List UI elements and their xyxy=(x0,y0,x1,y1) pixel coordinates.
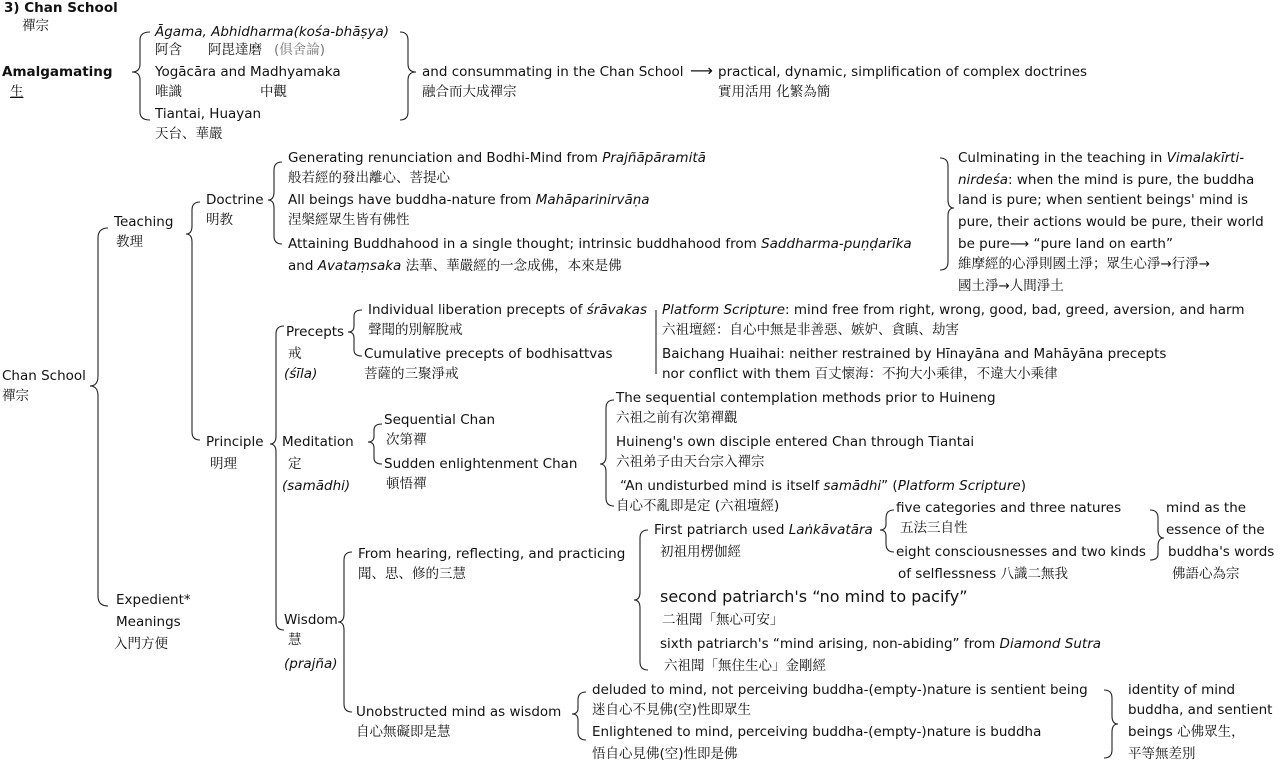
second-patriarch-zh: 二祖聞「無心可安」 xyxy=(662,612,784,628)
platform-scripture-line: Platform Scripture: mind free from right, wrong, good, bad, greed, aversion, and harm xyxy=(662,302,1245,318)
vimalakirti-line-7: 國土淨→人間淨土 xyxy=(958,278,1064,294)
principle-label: Principle xyxy=(206,434,264,450)
principle-zh: 明理 xyxy=(210,456,237,472)
essence-line-2: essence of the xyxy=(1166,522,1265,538)
yogacara-zh-2: 中觀 xyxy=(260,84,287,100)
essence-line-3: buddha's words xyxy=(1168,544,1275,560)
doctrine-right-bracket xyxy=(940,158,954,270)
expedient-label-1: Expedient* xyxy=(116,592,191,608)
eight-consciousnesses-2: of selflessness 八識二無我 xyxy=(898,566,1068,582)
first-patriarch-zh: 初祖用楞伽經 xyxy=(660,544,741,560)
deluded-line: deluded to mind, not perceiving buddha-(empty-)nature is sentient being xyxy=(592,682,1088,698)
vimalakirti-line-2: nirdeśa: when the mind is pure, the buddha xyxy=(958,172,1255,188)
tiantai-text: Tiantai, Huayan xyxy=(155,106,262,122)
precepts-bracket xyxy=(348,310,362,356)
unobstructed-zh: 自心無礙即是慧 xyxy=(356,724,451,740)
doctrine-line-2: All beings have buddha-nature from Mahāparinirvāṇa xyxy=(288,192,650,208)
precepts-sk: (śīla) xyxy=(284,366,318,382)
expedient-label-2: Meanings xyxy=(116,614,181,630)
first-patriarch: First patriarch used Laṅkāvatāra xyxy=(654,522,873,538)
fc-right-bracket xyxy=(1150,510,1164,560)
wisdom-label: Wisdom xyxy=(284,612,338,628)
deluded-right-bracket xyxy=(1104,690,1118,758)
second-patriarch: second patriarch's “no mind to pacify” xyxy=(660,587,968,606)
meditation-right-bracket xyxy=(600,400,614,506)
doctrine-line-1-zh: 般若經的發出離心、菩提心 xyxy=(288,170,450,186)
meditation-m1-zh: 次第禪 xyxy=(386,432,427,448)
amalgamating-label: Amalgamating xyxy=(2,64,113,80)
wisdom-h1: From hearing, reflecting, and practicing xyxy=(358,546,626,562)
meditation-zh: 定 xyxy=(288,456,302,472)
five-categories: five categories and three natures xyxy=(896,500,1122,516)
practical-text: practical, dynamic, simplification of complex doctrines xyxy=(718,64,1088,80)
amalgamating-bracket xyxy=(132,32,150,120)
unobstructed: Unobstructed mind as wisdom xyxy=(356,704,562,720)
meditation-s3: “An undisturbed mind is itself samādhi” (Platform Scripture) xyxy=(620,478,1026,494)
essence-line-4: 佛語心為宗 xyxy=(1172,566,1240,582)
platform-scripture-zh: 六祖壇經：自心中無是非善惡、嫉妒、貪瞋、劫害 xyxy=(662,322,959,338)
hearing-bracket xyxy=(634,530,648,670)
amalgamating-right-bracket xyxy=(400,32,416,120)
meditation-m2-zh: 頓悟禪 xyxy=(386,476,427,492)
wisdom-sk: (prajña) xyxy=(284,656,338,672)
precepts-p2: Cumulative precepts of bodhisattvas xyxy=(364,346,613,362)
precepts-label: Precepts xyxy=(286,324,345,340)
meditation-s3-zh: 自心不亂即是定 (六祖壇經) xyxy=(616,498,780,514)
five-categories-zh: 五法三自性 xyxy=(900,520,968,536)
identity-line-3: beings 心佛眾生， xyxy=(1128,724,1245,740)
consummating-text: and consummating in the Chan School xyxy=(422,64,684,80)
precepts-p1-zh: 聲聞的別解脫戒 xyxy=(368,322,463,338)
baichang-line-1: Baichang Huaihai: neither restrained by Hīnayāna and Mahāyāna precepts xyxy=(662,346,1167,362)
practical-zh: 實用活用 化繁為簡 xyxy=(718,84,831,100)
meditation-m2: Sudden enlightenment Chan xyxy=(384,456,578,472)
identity-line-1: identity of mind xyxy=(1128,682,1236,698)
unobstructed-bracket xyxy=(572,692,586,740)
chan-zh: 禪宗 xyxy=(2,388,29,404)
vimalakirti-line-1: Culminating in the teaching in Vimalakīrti- xyxy=(958,150,1245,166)
meditation-s1: The sequential contemplation methods prior to Huineng xyxy=(616,390,996,406)
expedient-zh: 入門方便 xyxy=(114,636,168,652)
enlightened-zh: 悟自心見佛(空)性即是佛 xyxy=(592,746,738,762)
doctrine-zh: 明教 xyxy=(206,212,233,228)
wisdom-h1-zh: 聞、思、修的三慧 xyxy=(358,566,466,582)
doctrine-line-3: Attaining Buddhahood in a single thought; intrinsic buddhahood from Saddharma-puṇḍarīka xyxy=(288,236,912,252)
teaching-label: Teaching xyxy=(114,214,174,230)
agama-zh-1: 阿含 xyxy=(155,42,182,58)
page-title: 3) Chan School xyxy=(4,0,118,16)
sixth-patriarch-zh: 六祖聞「無住生心」金剛經 xyxy=(664,658,826,674)
amalgamating-zh: 生 xyxy=(10,84,24,100)
vimalakirti-line-3: land is pure; when sentient beings' mind is xyxy=(958,192,1249,208)
wisdom-bracket xyxy=(338,552,352,712)
teaching-bracket xyxy=(186,202,200,440)
precepts-p1: Individual liberation precepts of śrāvakas xyxy=(368,302,647,318)
tiantai-zh: 天台、華嚴 xyxy=(155,126,223,142)
meditation-s2: Huineng's own disciple entered Chan through Tiantai xyxy=(616,434,975,450)
identity-line-2: buddha, and sentient xyxy=(1128,702,1273,718)
enlightened-line: Enlightened to mind, perceiving buddha-(empty-)nature is buddha xyxy=(592,724,1042,740)
precepts-p2-zh: 菩薩的三聚淨戒 xyxy=(364,366,459,382)
doctrine-bracket xyxy=(268,162,282,244)
chan-bracket xyxy=(90,228,108,606)
doctrine-label: Doctrine xyxy=(206,192,264,208)
doctrine-line-4: and Avataṃsaka 法華、華嚴經的一念成佛，本來是佛 xyxy=(288,258,622,274)
fp-bracket xyxy=(880,510,894,552)
meditation-s2-zh: 六祖弟子由天台宗入禪宗 xyxy=(616,454,765,470)
teaching-zh: 教理 xyxy=(116,234,143,250)
chan-label: Chan School xyxy=(2,368,86,384)
wisdom-zh: 慧 xyxy=(288,632,302,648)
essence-line-1: mind as the xyxy=(1166,500,1247,516)
yogacara-text: Yogācāra and Madhyamaka xyxy=(155,64,341,80)
meditation-bracket xyxy=(368,424,382,464)
vimalakirti-line-5: be pure⟶ “pure land on earth” xyxy=(958,236,1173,252)
meditation-label: Meditation xyxy=(282,434,354,450)
meditation-sk: (samādhi) xyxy=(282,478,351,494)
vimalakirti-line-6: 維摩經的心淨則國土淨；眾生心淨→行淨→ xyxy=(958,256,1211,272)
agama-zh-2: 阿毘達磨 xyxy=(208,42,262,58)
vimalakirti-line-4: pure, their actions would be pure, their world xyxy=(958,214,1264,230)
page-title-zh: 禪宗 xyxy=(22,18,49,34)
eight-consciousnesses-1: eight consciousnesses and two kinds xyxy=(896,544,1146,560)
precepts-zh: 戒 xyxy=(288,346,302,362)
sixth-patriarch: sixth patriarch's “mind arising, non-abiding” from Diamond Sutra xyxy=(660,636,1102,652)
agama-text: Āgama, Abhidharma(kośa-bhāṣya) xyxy=(155,24,390,40)
baichang-line-2: nor conflict with them 百丈懷海：不拘大小乘律，不違大小乘律 xyxy=(662,366,1058,382)
consummating-zh: 融合而大成禪宗 xyxy=(422,84,517,100)
agama-zh-3: (俱舍論) xyxy=(274,42,326,58)
arrow-icon: ⟶ xyxy=(690,61,713,80)
deluded-zh: 迷自心不見佛(空)性即眾生 xyxy=(592,702,752,718)
meditation-m1: Sequential Chan xyxy=(384,412,496,428)
yogacara-zh-1: 唯識 xyxy=(155,84,182,100)
doctrine-line-2-zh: 涅槃經眾生皆有佛性 xyxy=(288,212,410,228)
doctrine-line-1: Generating renunciation and Bodhi-Mind from Prajñāpāramitā xyxy=(288,150,706,166)
meditation-s1-zh: 六祖之前有次第禪觀 xyxy=(616,410,738,426)
identity-line-4: 平等無差別 xyxy=(1128,746,1196,762)
